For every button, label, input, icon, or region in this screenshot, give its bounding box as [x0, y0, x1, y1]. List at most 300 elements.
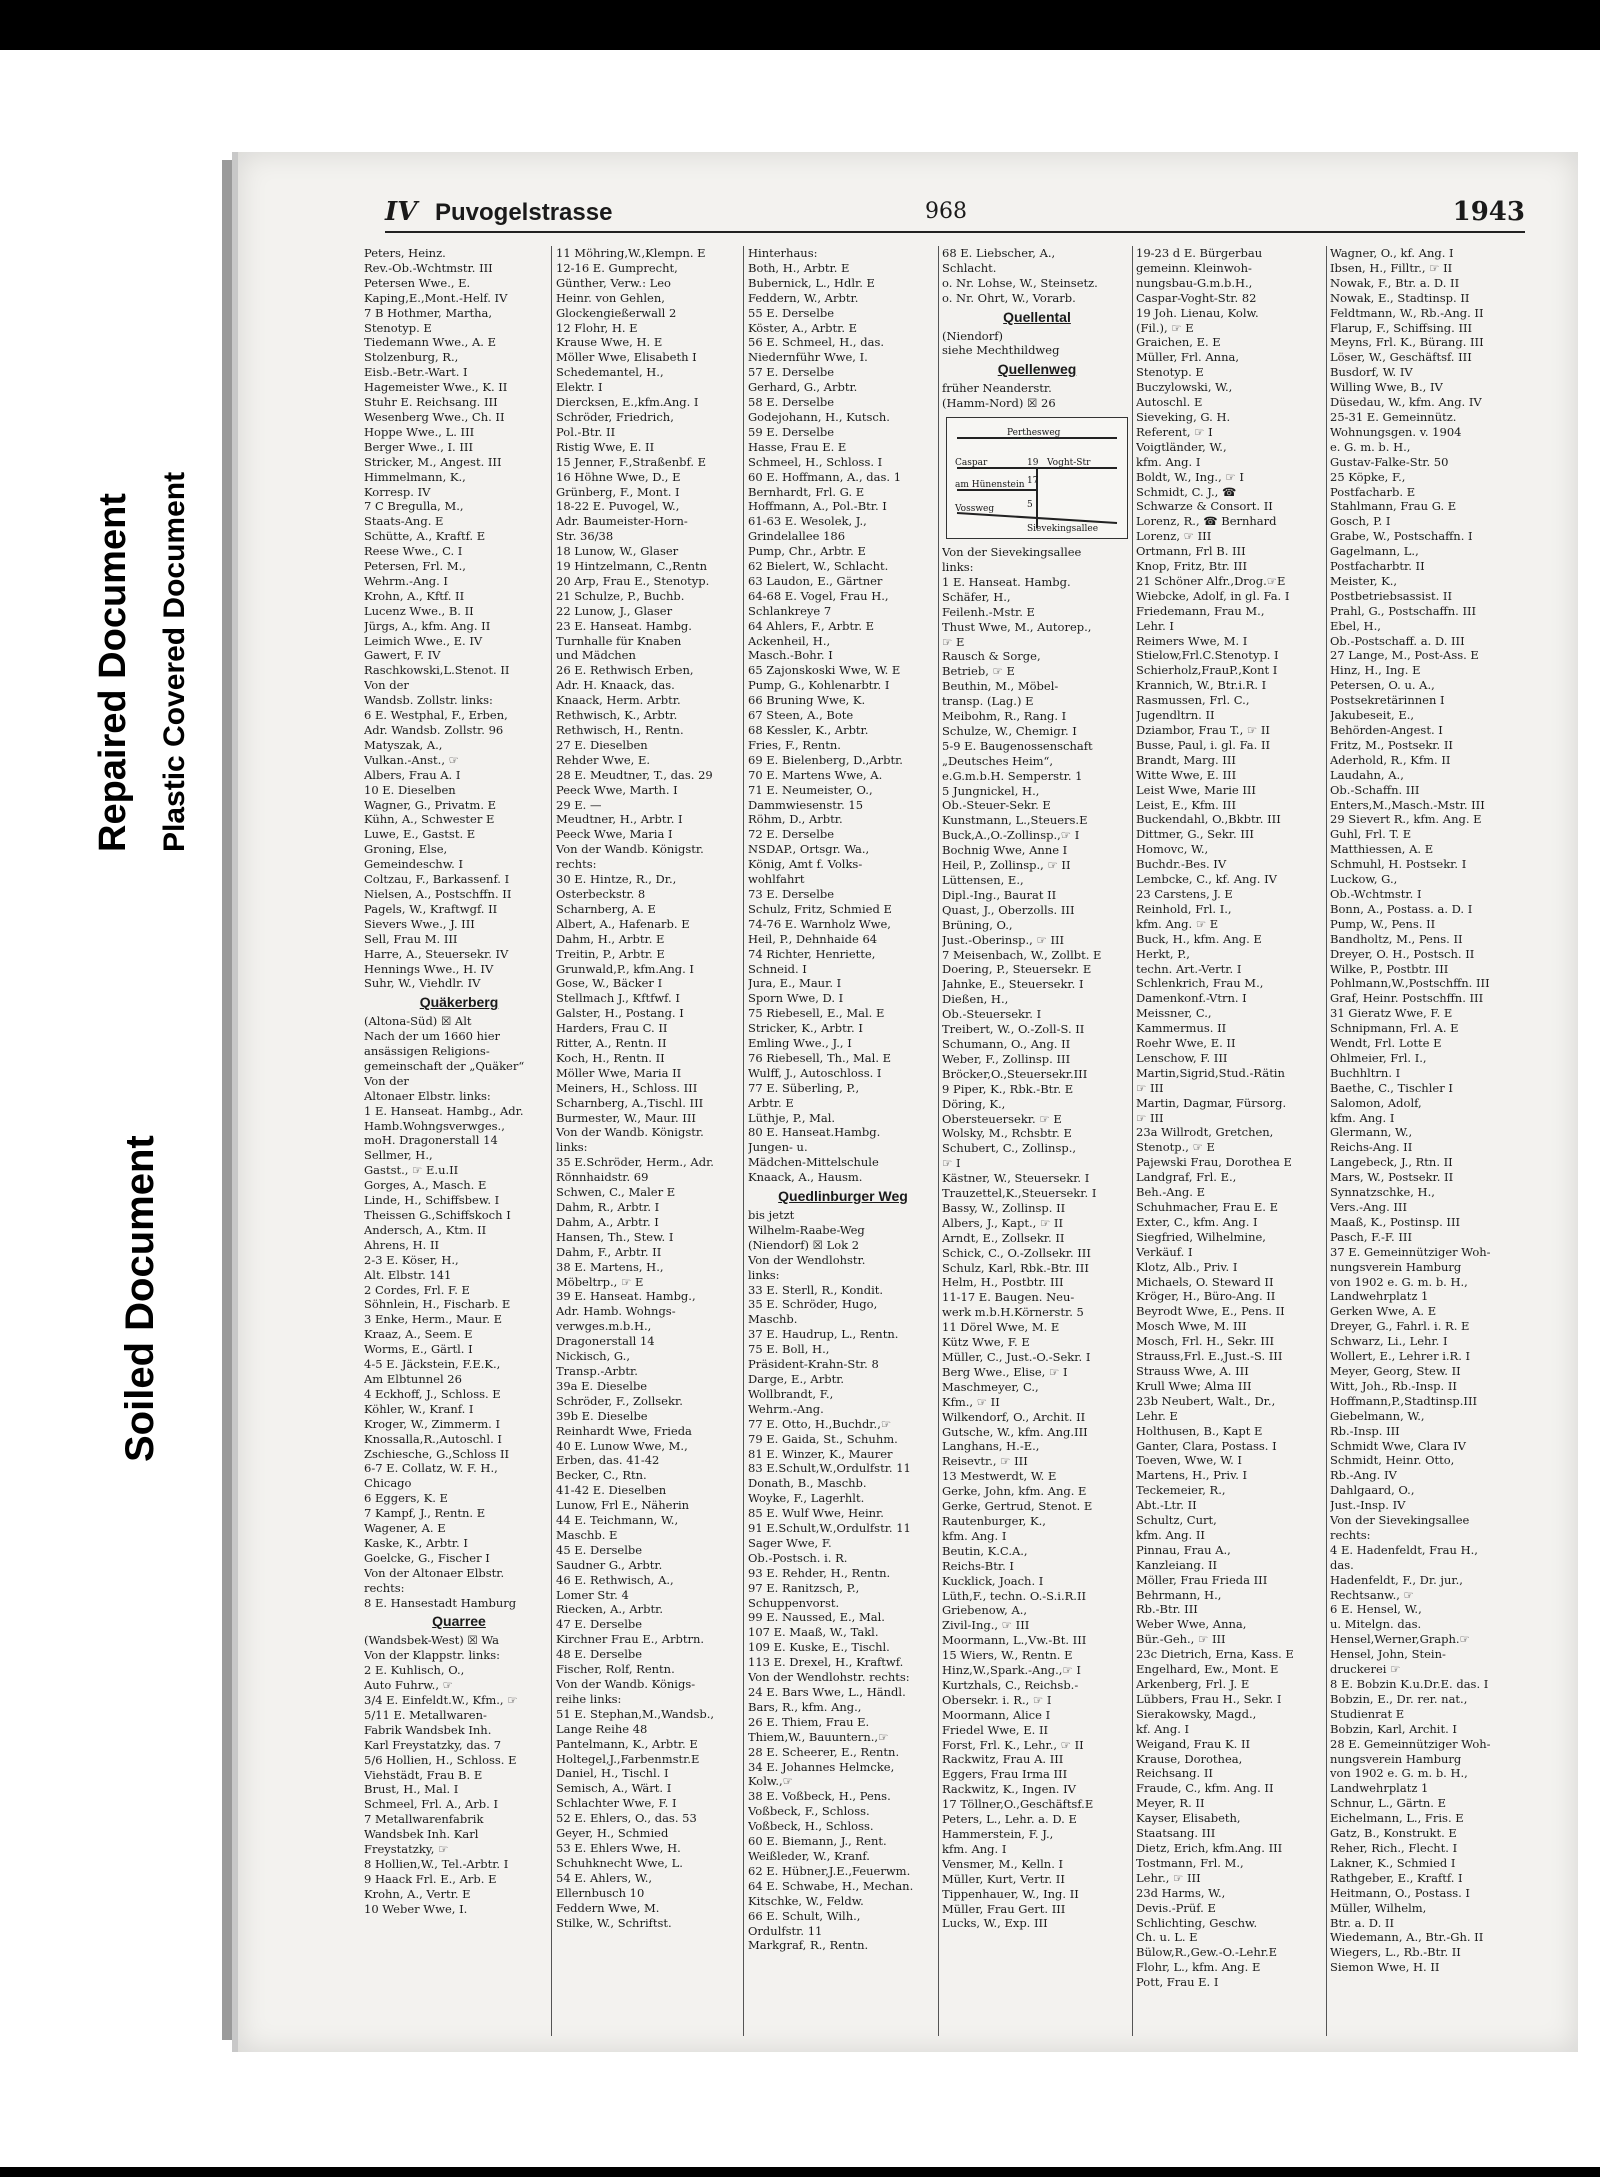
directory-entry: Gose, W., Bäcker I: [556, 976, 663, 991]
directory-entry: Behrmann, H.,: [1136, 1587, 1222, 1602]
directory-entry: 66 Bruning Wwe, K.: [748, 693, 866, 708]
directory-entry: Busdorf, W. IV: [1330, 365, 1413, 380]
directory-entry: 52 E. Ehlers, O., das. 53: [556, 1811, 697, 1826]
directory-entry: Feddern, W., Arbtr.: [748, 290, 859, 305]
directory-entry: Schwen, C., Maler E: [556, 1185, 676, 1200]
directory-entry: Rechtsanw., ☞: [1330, 1587, 1414, 1602]
directory-entry: Von der Wendlohstr.: [748, 1252, 866, 1267]
directory-entry: kfm. Ang. ☞ E: [1136, 916, 1219, 931]
directory-entry: Hensel,Werner,Graph.☞: [1330, 1632, 1470, 1647]
directory-entry: 4-5 E. Jäckstein, F.E.K.,: [364, 1357, 501, 1372]
directory-entry: Tippenhauer, W., Ing. II: [942, 1886, 1079, 1901]
directory-entry: 25-31 E. Gemeinnütz.: [1330, 409, 1457, 424]
directory-entry: Bülow,R.,Gew.-O.-Lehr.E: [1136, 1945, 1278, 1960]
directory-entry: Elektr. I: [556, 380, 603, 395]
volume-number: IV: [385, 197, 418, 227]
directory-entry: 23d Harms, W.,: [1136, 1885, 1226, 1900]
directory-entry: Nowak, E., Stadtinsp. II: [1330, 290, 1470, 305]
directory-entry: Schick, C., O.-Zollsekr. III: [942, 1245, 1091, 1260]
directory-entry: Krull Wwe; Alma III: [1136, 1378, 1252, 1393]
directory-entry: Reinhold, Frl. I.,: [1136, 901, 1232, 916]
directory-entry: Thiem,W., Bauuntern.,☞: [748, 1729, 889, 1744]
directory-entry: Schmidt, Heinr. Otto,: [1330, 1453, 1455, 1468]
directory-entry: Nickisch, G.,: [556, 1349, 630, 1364]
directory-entry: 23b Neubert, Walt., Dr.,: [1136, 1393, 1276, 1408]
directory-entry: 5/11 E. Metallwaren-: [364, 1707, 487, 1722]
directory-entry: Markgraf, R., Rentn.: [748, 1938, 869, 1953]
column-6: [1330, 246, 1520, 1975]
directory-entry: Knaack, Herm. Arbtr.: [556, 693, 681, 708]
directory-entry: Bonn, A., Postass. a. D. I: [1330, 901, 1473, 916]
directory-entry: ☞ III: [1136, 1080, 1164, 1095]
directory-entry: 83 E.Schult,W.,Ordulfstr. 11: [748, 1461, 911, 1476]
directory-entry: 66 E. Schult, Wilh.,: [748, 1908, 861, 1923]
directory-entry: Jahnke, E., Steuersekr. I: [942, 977, 1084, 992]
directory-entry: 5/6 Hollien, H., Schloss. E: [364, 1752, 517, 1767]
directory-entry: Raschkowski,L.Stenot. II: [364, 663, 510, 678]
directory-entry: Kfm., ☞ II: [942, 1394, 1000, 1409]
directory-entry: Eichelmann, L., Fris. E: [1330, 1811, 1464, 1826]
directory-entry: Langhans, H.-E.,: [942, 1439, 1040, 1454]
directory-entry: Mosch, Frl. H., Sekr. III: [1136, 1334, 1275, 1349]
directory-entry: Autoschl. E: [1136, 395, 1203, 410]
directory-entry: Guhl, Frl. T. E: [1330, 827, 1412, 842]
scan-bottom-border: [0, 2167, 1600, 2177]
directory-entry: früher Neanderstr.: [942, 381, 1052, 396]
directory-entry: Witt, Joh., Rb.-Insp. II: [1330, 1378, 1457, 1393]
directory-entry: Weigand, Frau K. II: [1136, 1736, 1251, 1751]
directory-entry: (Wandsbek-West) ☒ Wa: [364, 1633, 500, 1648]
directory-entry: Schnipmann, Frl. A. E: [1330, 1021, 1459, 1036]
directory-entry: Heitmann, O., Postass. I: [1330, 1885, 1470, 1900]
directory-entry: Glockengießerwall 2: [556, 305, 677, 320]
directory-entry: Heil, P., Zollinsp., ☞ II: [942, 858, 1071, 873]
map-label: Vossweg: [955, 504, 995, 515]
directory-entry: 97 E. Ranitzsch, P.,: [748, 1580, 860, 1595]
directory-entry: Meyer, Georg, Stew. II: [1330, 1363, 1461, 1378]
directory-entry: Stilke, W., Schriftst.: [556, 1915, 672, 1930]
directory-entry: Toeven, Wwe, W. I: [1136, 1453, 1242, 1468]
directory-entry: 47 E. Derselbe: [556, 1617, 643, 1632]
directory-entry: 20 Arp, Frau E., Stenotyp.: [556, 573, 710, 588]
directory-entry: Stenotyp. E: [1136, 365, 1204, 380]
directory-entry: 26 E. Rethwisch Erben,: [556, 663, 694, 678]
directory-entry: Rb.-Ang. IV: [1330, 1468, 1397, 1483]
directory-entry: Meiners, H., Schloss. III: [556, 1080, 698, 1095]
directory-entry: Dreyer, O. H., Postsch. II: [1330, 946, 1475, 961]
directory-entry: 10 E. Dieselben: [364, 782, 456, 797]
directory-entry: 37 E. Haudrup, L., Rentn.: [748, 1327, 899, 1342]
directory-entry: Krohn, A., Vertr. E: [364, 1886, 471, 1901]
directory-entry: NSDAP., Ortsgr. Wa.,: [748, 842, 870, 857]
directory-entry: Coltzau, F., Barkassenf. I: [364, 872, 510, 887]
directory-entry: 16 Höhne Wwe, D., E: [556, 469, 681, 484]
directory-entry: Lembcke, C., kf. Ang. IV: [1136, 872, 1277, 887]
directory-entry: Ob.-Wchtmstr. I: [1330, 886, 1422, 901]
directory-entry: Moormann, Alice I: [942, 1707, 1051, 1722]
directory-entry: Kunstmann, L.,Steuers.E: [942, 813, 1088, 828]
directory-entry: Leimich Wwe., E. IV: [364, 633, 483, 648]
directory-entry: Möller, Frau Frieda III: [1136, 1572, 1268, 1587]
directory-entry: 71 E. Neumeister, O.,: [748, 782, 873, 797]
directory-entry: Matthiessen, A. E: [1330, 842, 1434, 857]
directory-entry: Eggers, Frau Irma III: [942, 1767, 1068, 1782]
directory-entry: Schumann, O., Ang. II: [942, 1036, 1071, 1051]
directory-entry: Postfacharb. E: [1330, 484, 1416, 499]
directory-entry: Obersekr. i. R., ☞ I: [942, 1692, 1052, 1707]
directory-entry: 21 Schulze, P., Buchb.: [556, 588, 685, 603]
directory-entry: 9 Piper, K., Rbk.-Btr. E: [942, 1081, 1074, 1096]
directory-entry: Ackenheil, H.,: [748, 633, 831, 648]
directory-entry: 4 Eckhoff, J., Schloss. E: [364, 1386, 501, 1401]
directory-entry: (Niendorf): [942, 328, 1003, 343]
directory-entry: Woyke, F., Lagerhlt.: [748, 1491, 865, 1506]
directory-entry: Luwe, E., Gastst. E: [364, 827, 476, 842]
directory-entry: Voßbeck, H., Schloss.: [748, 1819, 874, 1834]
directory-entry: transp. (Lag.) E: [942, 694, 1034, 709]
directory-entry: Langebeck, J., Rtn. II: [1330, 1155, 1453, 1170]
directory-entry: Bubernick, L., Hdlr. E: [748, 275, 875, 290]
directory-entry: Müller, C., Just.-O.-Sekr. I: [942, 1350, 1091, 1364]
directory-entry: (Niendorf) ☒ Lok 2: [748, 1237, 860, 1252]
directory-entry: Peeck Wwe, Maria I: [556, 827, 673, 842]
directory-entry: Postbetriebsassist. II: [1330, 588, 1453, 603]
directory-entry: wohlfahrt: [748, 872, 805, 887]
directory-entry: Berg Wwe., Elise, ☞ I: [942, 1364, 1068, 1379]
directory-entry: Wagener, A. E: [364, 1521, 446, 1536]
directory-entry: Just.-Oberinsp., ☞ III: [942, 932, 1065, 947]
directory-entry: Buck,A.,O.-Zollinsp.,☞ I: [942, 828, 1080, 843]
directory-entry: Rb.-Insp. III: [1330, 1423, 1400, 1438]
directory-entry: gemeinn. Kleinwoh-: [1136, 260, 1252, 275]
directory-entry: Gorges, A., Masch. E: [364, 1178, 487, 1193]
directory-entry: Koch, H., Rentn. II: [556, 1050, 665, 1065]
directory-entry: Buckendahl, O.,Bkbtr. III: [1136, 812, 1281, 827]
directory-entry: Schuhknecht Wwe, L.: [556, 1855, 683, 1870]
directory-entry: 7 Meisenbach, W., Zollbt. E: [942, 947, 1102, 962]
directory-entry: kfm. Ang. I: [1136, 454, 1201, 469]
directory-entry: Wagner, O., kf. Ang. I: [1330, 246, 1454, 260]
directory-entry: Möller Wwe, Maria II: [556, 1065, 682, 1080]
directory-entry: Jura, E., Maur. I: [748, 976, 842, 991]
directory-entry: 70 E. Martens Wwe, A.: [748, 767, 883, 782]
directory-entry: Tiedemann Wwe., A. E: [364, 335, 496, 350]
directory-entry: Düsedau, W., kfm. Ang. IV: [1330, 395, 1482, 410]
directory-entry: 91 E.Schult,W.,Ordulfstr. 11: [748, 1521, 911, 1536]
directory-entry: 65 Zajonskoski Wwe, W. E: [748, 663, 901, 678]
directory-entry: 1 E. Hanseat. Hambg.: [942, 574, 1071, 589]
directory-entry: Adr. H. Knaack, das.: [556, 678, 675, 693]
directory-entry: Wiegers, L., Rb.-Btr. II: [1330, 1945, 1461, 1960]
directory-entry: Lenschow, F. III: [1136, 1050, 1228, 1065]
directory-entry: 63 Laudon, E., Gärtner: [748, 573, 883, 588]
directory-entry: Holtegel,J.,Farbenmstr.E: [556, 1751, 700, 1766]
directory-entry: 55 E. Derselbe: [748, 305, 835, 320]
directory-entry: e. G. m. b. H.,: [1330, 439, 1411, 454]
directory-entry: Nowak, F., Btr. a. D. II: [1330, 275, 1460, 290]
directory-entry: 29 E. —: [556, 797, 602, 812]
directory-entry: Thust Wwe, M., Autorep.,: [942, 619, 1092, 634]
directory-entry: Schulz, Fritz, Schmied E: [748, 901, 892, 916]
directory-entry: Willing Wwe, B., IV: [1330, 380, 1443, 395]
directory-entry: Doering, P., Steuersekr. E: [942, 962, 1092, 977]
directory-entry: Maschb. E: [556, 1527, 618, 1542]
directory-entry: Scharnberg, A.,Tischl. III: [556, 1095, 704, 1110]
directory-entry: Schütte, A., Kraftf. E: [364, 529, 486, 544]
directory-entry: 30 E. Hintze, R., Dr.,: [556, 872, 677, 887]
directory-entry: Ganter, Clara, Postass. I: [1136, 1438, 1277, 1453]
directory-entry: Dahm, F., Arbtr. II: [556, 1244, 662, 1259]
directory-entry: 18 Lunow, W., Glaser: [556, 544, 679, 559]
directory-entry: e.G.m.b.H. Semperstr. 1: [942, 768, 1083, 783]
directory-entry: Mädchen-Mittelschule: [748, 1155, 879, 1170]
directory-entry: 19 Hintzelmann, C.,Rentn: [556, 559, 708, 574]
directory-entry: Scharnberg, A. E: [556, 901, 656, 916]
directory-entry: ☞ III: [1136, 1110, 1164, 1125]
directory-entry: Landwehrplatz 1: [1330, 1781, 1429, 1796]
directory-entry: Nach der um 1660 hier: [364, 1029, 501, 1044]
directory-entry: Reisevtr., ☞ III: [942, 1454, 1028, 1469]
directory-entry: 39 E. Hanseat. Hambg.,: [556, 1289, 696, 1304]
directory-entry: 6 E. Westphal, F., Erben,: [364, 708, 508, 723]
directory-entry: Wilke, P., Postbtr. III: [1330, 961, 1449, 976]
directory-entry: Reimers Wwe, M. I: [1136, 633, 1248, 648]
directory-entry: Andersch, A., Ktm. II: [364, 1222, 487, 1237]
directory-entry: Ohlmeier, Frl. I.,: [1330, 1050, 1427, 1065]
directory-entry: Arkenberg, Frl. J. E: [1136, 1677, 1250, 1691]
directory-entry: Möbeltrp., ☞ E: [556, 1274, 644, 1289]
directory-entry: 67 Steen, A., Bote: [748, 708, 854, 723]
directory-entry: Beuthin, M., Möbel-: [942, 679, 1059, 694]
directory-entry: Ahrens, H. II: [364, 1237, 440, 1252]
directory-entry: Beh.-Ang. E: [1136, 1185, 1205, 1200]
directory-entry: Bür.-Geh., ☞ III: [1136, 1632, 1226, 1647]
directory-entry: Bröcker,O.,Steuersekr.III: [942, 1066, 1088, 1081]
directory-entry: Schuhmacher, Frau E. E: [1136, 1200, 1278, 1214]
directory-entry: Wohnungsgen. v. 1904: [1330, 424, 1462, 439]
directory-entry: Röhm, D., Arbtr.: [748, 812, 843, 827]
directory-entry: Altonaer Elbstr. links:: [364, 1088, 491, 1103]
directory-entry: 75 E. Boll, H.,: [748, 1342, 830, 1357]
directory-entry: Karl Freystatzky, das. 7: [364, 1737, 502, 1752]
directory-entry: 18-22 E. Puvogel, W.,: [556, 499, 680, 514]
directory-entry: 56 E. Schmeel, H., das.: [748, 335, 884, 350]
directory-entry: Pump, G., Kohlenarbtr. I: [748, 678, 890, 693]
directory-entry: Von der Wandb. Königstr.: [556, 842, 704, 857]
directory-entry: Weber, F., Zollinsp. III: [942, 1051, 1071, 1066]
directory-entry: Bernhardt, Frl. G. E: [748, 484, 865, 499]
directory-entry: Wilhelm-Raabe-Weg: [748, 1222, 865, 1237]
directory-entry: 24 E. Bars Wwe, L., Händl.: [748, 1685, 906, 1699]
directory-entry: Helm, H., Postbtr. III: [942, 1275, 1064, 1290]
directory-entry: Hinz, H., Ing. E: [1330, 663, 1421, 678]
directory-entry: Synnatzschke, H.,: [1330, 1185, 1435, 1200]
directory-entry: Studienrat E: [1330, 1706, 1405, 1721]
directory-entry: Schulze, W., Chemigr. I: [942, 723, 1077, 738]
directory-entry: 79 E. Gaida, St., Schuhm.: [748, 1431, 898, 1446]
directory-entry: 57 E. Derselbe: [748, 365, 835, 380]
directory-entry: Treibert, W., O.-Zoll-S. II: [942, 1022, 1085, 1037]
directory-entry: Hoffmann, A., Pol.-Btr. I: [748, 499, 887, 514]
directory-entry: Gerke, Gertrud, Stenot. E: [942, 1499, 1093, 1514]
directory-entry: Pagels, W., Kraftwgf. II: [364, 901, 498, 916]
directory-entry: 28 E. Gemeinnütziger Woh-: [1330, 1736, 1491, 1751]
directory-entry: Lomer Str. 4: [556, 1587, 629, 1602]
directory-entry: Baethe, C., Tischler I: [1330, 1080, 1453, 1095]
directory-entry: Dietz, Erich, kfm.Ang. III: [1136, 1840, 1283, 1855]
directory-entry: Eisb.-Betr.-Wart. I: [364, 365, 468, 380]
directory-entry: Stricker, K., Arbtr. I: [748, 1021, 863, 1036]
directory-entry: Reher, Rich., Flecht. I: [1330, 1840, 1458, 1855]
directory-entry: Gagelmann, L.,: [1330, 544, 1419, 559]
directory-entry: Schlankreye 7: [748, 603, 832, 618]
directory-entry: Hoppe Wwe., L. III: [364, 424, 475, 439]
directory-entry: Lucks, W., Exp. III: [942, 1916, 1048, 1931]
directory-entry: und Mädchen: [556, 648, 636, 663]
directory-entry: Von der Altonaer Elbstr.: [364, 1565, 505, 1580]
directory-entry: Hagemeister Wwe., K. II: [364, 380, 508, 395]
directory-entry: Krause Wwe, H. E: [556, 335, 663, 350]
directory-entry: Quast, J., Oberzolls. III: [942, 902, 1075, 917]
directory-entry: Weber Wwe, Anna,: [1136, 1617, 1247, 1632]
directory-entry: Feddern Wwe, M.: [556, 1900, 660, 1915]
directory-entry: Köhler, W., Kranf. I: [364, 1401, 474, 1416]
directory-entry: 109 E. Kuske, E., Tischl.: [748, 1640, 890, 1655]
directory-entry: Homovc, W.,: [1136, 842, 1209, 857]
directory-entry: links:: [556, 1140, 588, 1155]
directory-entry: Harders, Frau C. II: [556, 1021, 668, 1036]
directory-entry: Albers, Frau A. I: [364, 767, 461, 782]
directory-entry: Kammermus. II: [1136, 1021, 1227, 1036]
directory-entry: ☞ E: [942, 634, 965, 649]
directory-entry: (Fil.), ☞ E: [1136, 320, 1194, 335]
directory-entry: Ch. u. L. E: [1136, 1930, 1198, 1945]
directory-entry: Berger Wwe., I. III: [364, 439, 473, 454]
directory-entry: Wandsbek Inh. Karl: [364, 1827, 479, 1842]
directory-entry: 11 Dörel Wwe, M. E: [942, 1320, 1060, 1335]
directory-entry: Hamb.Wohngsverwges.,: [364, 1118, 505, 1133]
directory-entry: links:: [748, 1267, 780, 1282]
directory-entry: nungsverein Hamburg: [1330, 1259, 1462, 1274]
directory-entry: Semisch, A., Wärt. I: [556, 1781, 672, 1796]
directory-entry: ansässigen Religions-: [364, 1044, 490, 1059]
year-label: 1943: [1452, 197, 1525, 227]
directory-entry: Ibsen, H., Filltr., ☞ II: [1330, 260, 1453, 275]
directory-entry: Von der: [364, 1073, 409, 1088]
directory-entry: Pinnau, Frau A.,: [1136, 1542, 1231, 1557]
directory-entry: Boldt, W., Ing., ☞ I: [1136, 469, 1244, 484]
directory-entry: Vensmer, M., Kelln. I: [942, 1856, 1064, 1871]
directory-entry: Bars, R., kfm. Ang.,: [748, 1699, 862, 1714]
directory-entry: 22 Lunow, J., Glaser: [556, 603, 673, 618]
directory-entry: o. Nr. Lohse, W., Steinsetz.: [942, 275, 1098, 290]
directory-entry: Dittmer, G., Sekr. III: [1136, 827, 1254, 842]
directory-entry: 7 B Hothmer, Martha,: [364, 305, 492, 320]
directory-entry: Stricker, M., Angest. III: [364, 454, 502, 469]
directory-entry: Laudahn, A.,: [1330, 767, 1404, 782]
directory-entry: 113 E. Drexel, H., Kraftwf.: [748, 1655, 904, 1670]
street-section-heading: Quäkerberg: [419, 994, 499, 1011]
directory-entry: Freystatzky, ☞: [364, 1842, 449, 1857]
directory-entry: Graichen, E. E: [1136, 335, 1221, 350]
directory-entry: Damenkonf.-Vtrn. I: [1136, 991, 1247, 1006]
plastic-covered-label: Plastic Covered Document: [158, 471, 191, 852]
directory-entry: Wehrm.-Ang. I: [364, 573, 448, 588]
directory-entry: Klotz, Alb., Priv. I: [1136, 1259, 1238, 1274]
directory-entry: Roehr Wwe, E. II: [1136, 1036, 1236, 1051]
directory-entry: 68 E. Liebscher, A.,: [942, 246, 1056, 260]
directory-entry: Von der Sievekingsallee: [1330, 1513, 1470, 1528]
directory-entry: Harre, A., Steuersekr. IV: [364, 946, 509, 961]
directory-entry: Lange Reihe 48: [556, 1721, 648, 1736]
directory-entry: Betrieb, ☞ E: [942, 664, 1015, 679]
directory-entry: Matyszak, A.,: [364, 737, 443, 752]
directory-entry: 75 Riebesell, E., Mal. E: [748, 1006, 885, 1021]
directory-entry: Rethwisch, K., Arbtr.: [556, 708, 678, 723]
directory-entry: Beutin, K.C.A.,: [942, 1543, 1028, 1558]
directory-entry: Ortmann, Frl B. III: [1136, 544, 1246, 559]
directory-entry: Kaping,E.,Mont.-Helf. IV: [364, 290, 508, 305]
column-rule: [1132, 246, 1133, 2036]
directory-entry: werk m.b.H.Körnerstr. 5: [942, 1305, 1084, 1320]
directory-entry: Schnur, L., Gärtn. E: [1330, 1796, 1446, 1811]
map-label: 17: [1027, 476, 1039, 487]
directory-entry: rechts:: [556, 857, 597, 872]
directory-entry: Meyer, R. II: [1136, 1796, 1205, 1811]
directory-entry: Geyer, H., Schmied: [556, 1826, 669, 1841]
directory-entry: Sellmer, H.,: [364, 1148, 433, 1163]
directory-entry: 62 Bielert, W., Schlacht.: [748, 559, 889, 574]
directory-entry: Alt. Elbstr. 141: [364, 1267, 452, 1282]
directory-entry: 17 Töllner,O.,Geschäftsf.E: [942, 1797, 1094, 1812]
directory-entry: Flohr, L., kfm. Ang. E: [1136, 1960, 1261, 1975]
directory-entry: Dahm, A., Arbtr. I: [556, 1214, 659, 1229]
directory-entry: Hansen, Th., Stew. I: [556, 1229, 674, 1244]
directory-entry: Feldtmann, W., Rb.-Ang. II: [1330, 305, 1484, 320]
directory-entry: Ob.-Schaffn. III: [1330, 782, 1420, 797]
directory-entry: Just.-Insp. IV: [1330, 1498, 1406, 1513]
directory-entry: Adr. Wandsb. Zollstr. 96: [364, 723, 504, 737]
directory-entry: Mosch Wwe, M. III: [1136, 1319, 1247, 1334]
directory-entry: Witte Wwe, E. III: [1136, 767, 1237, 782]
directory-entry: 7 Kampf, J., Rentn. E: [364, 1506, 486, 1521]
directory-entry: 35 E.Schröder, Herm., Adr.: [556, 1155, 714, 1170]
directory-entry: ☞ I: [942, 1156, 961, 1171]
directory-entry: Peters, Heinz.: [364, 246, 446, 260]
directory-entry: Kaske, K., Arbtr. I: [364, 1535, 468, 1550]
directory-entry: Pump, Chr., Arbtr. E: [748, 544, 866, 559]
directory-entry: Hammerstein, F. J.,: [942, 1827, 1054, 1841]
directory-entry: Ob.-Postsch. i. R.: [748, 1550, 848, 1565]
directory-entry: Moormann, L.,Vw.-Bt. III: [942, 1633, 1087, 1648]
directory-entry: Sievers Wwe., J. III: [364, 916, 475, 931]
directory-entry: Lucenz Wwe., B. II: [364, 603, 474, 618]
directory-entry: 60 E. Hoffmann, A., das. 1: [748, 469, 902, 484]
directory-entry: 2-3 E. Köser, H.,: [364, 1252, 459, 1267]
directory-entry: Kirchner Frau E., Arbtrn.: [556, 1632, 705, 1647]
directory-entry: Pasch, F.-F. III: [1330, 1229, 1412, 1244]
directory-entry: Engelhard, Ew., Mont. E: [1136, 1662, 1279, 1677]
directory-entry: Heinr. von Gehlen,: [556, 290, 665, 305]
directory-entry: 68 Kessler, K., Arbtr.: [748, 723, 869, 737]
directory-entry: Weißleder, W., Kranf.: [748, 1848, 870, 1863]
directory-entry: Döring, K.,: [942, 1096, 1006, 1111]
directory-entry: Dahm, R., Arbtr. I: [556, 1200, 660, 1214]
directory-entry: Rackwitz, Frau A. III: [942, 1752, 1064, 1767]
directory-entry: Pantelmann, K., Arbtr. E: [556, 1736, 698, 1751]
directory-entry: Godejohann, H., Kutsch.: [748, 409, 890, 424]
directory-entry: Donath, B., Maschb.: [748, 1476, 867, 1491]
